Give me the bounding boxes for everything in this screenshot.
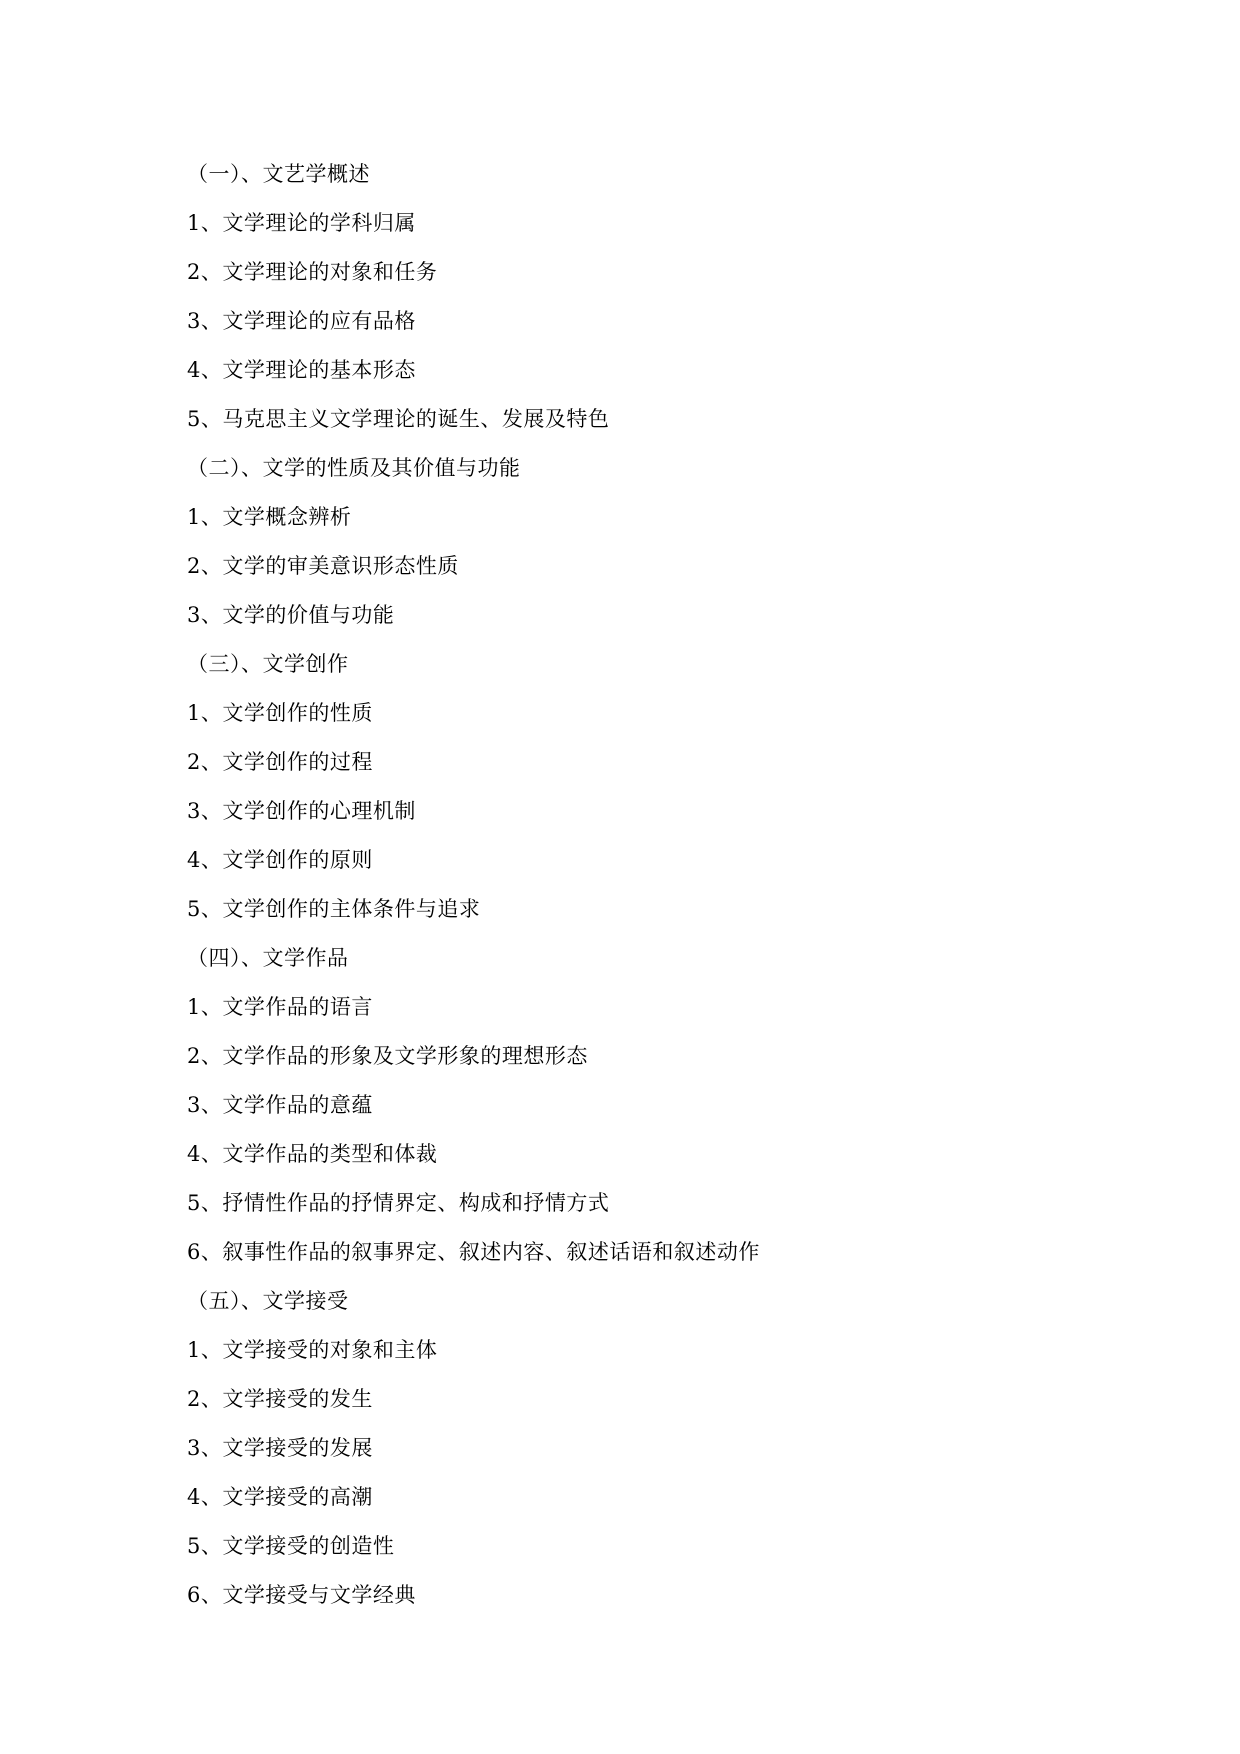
list-item: 3、文学作品的意蕴 (187, 1093, 373, 1117)
section-heading: （五）、文学接受 (187, 1289, 349, 1313)
list-item: 5、文学创作的主体条件与追求 (187, 897, 481, 921)
list-item: 1、文学概念辨析 (187, 505, 352, 529)
list-item: 2、文学作品的形象及文学形象的理想形态 (187, 1044, 588, 1068)
list-item: 2、文学接受的发生 (187, 1387, 373, 1411)
list-item: 2、文学创作的过程 (187, 750, 373, 774)
list-item: 1、文学作品的语言 (187, 995, 373, 1019)
list-item: 6、文学接受与文学经典 (187, 1583, 416, 1607)
list-item: 3、文学的价值与功能 (187, 603, 395, 627)
list-item: 2、文学理论的对象和任务 (187, 260, 438, 284)
list-item: 3、文学接受的发展 (187, 1436, 373, 1460)
section-heading: （二）、文学的性质及其价值与功能 (187, 456, 521, 480)
list-item: 6、叙事性作品的叙事界定、叙述内容、叙述话语和叙述动作 (187, 1240, 760, 1264)
section-heading: （四）、文学作品 (187, 946, 349, 970)
list-item: 4、文学理论的基本形态 (187, 358, 416, 382)
section-heading: （三）、文学创作 (187, 652, 349, 676)
list-item: 4、文学创作的原则 (187, 848, 373, 872)
list-item: 3、文学理论的应有品格 (187, 309, 416, 333)
list-item: 5、抒情性作品的抒情界定、构成和抒情方式 (187, 1191, 610, 1215)
list-item: 3、文学创作的心理机制 (187, 799, 416, 823)
section-heading: （一）、文艺学概述 (187, 162, 370, 186)
list-item: 2、文学的审美意识形态性质 (187, 554, 459, 578)
list-item: 4、文学接受的高潮 (187, 1485, 373, 1509)
list-item: 4、文学作品的类型和体裁 (187, 1142, 438, 1166)
list-item: 1、文学理论的学科归属 (187, 211, 416, 235)
syllabus-outline (187, 150, 760, 1620)
list-item: 5、文学接受的创造性 (187, 1534, 395, 1558)
list-item: 1、文学接受的对象和主体 (187, 1338, 438, 1362)
list-item: 1、文学创作的性质 (187, 701, 373, 725)
list-item: 5、马克思主义文学理论的诞生、发展及特色 (187, 407, 610, 431)
